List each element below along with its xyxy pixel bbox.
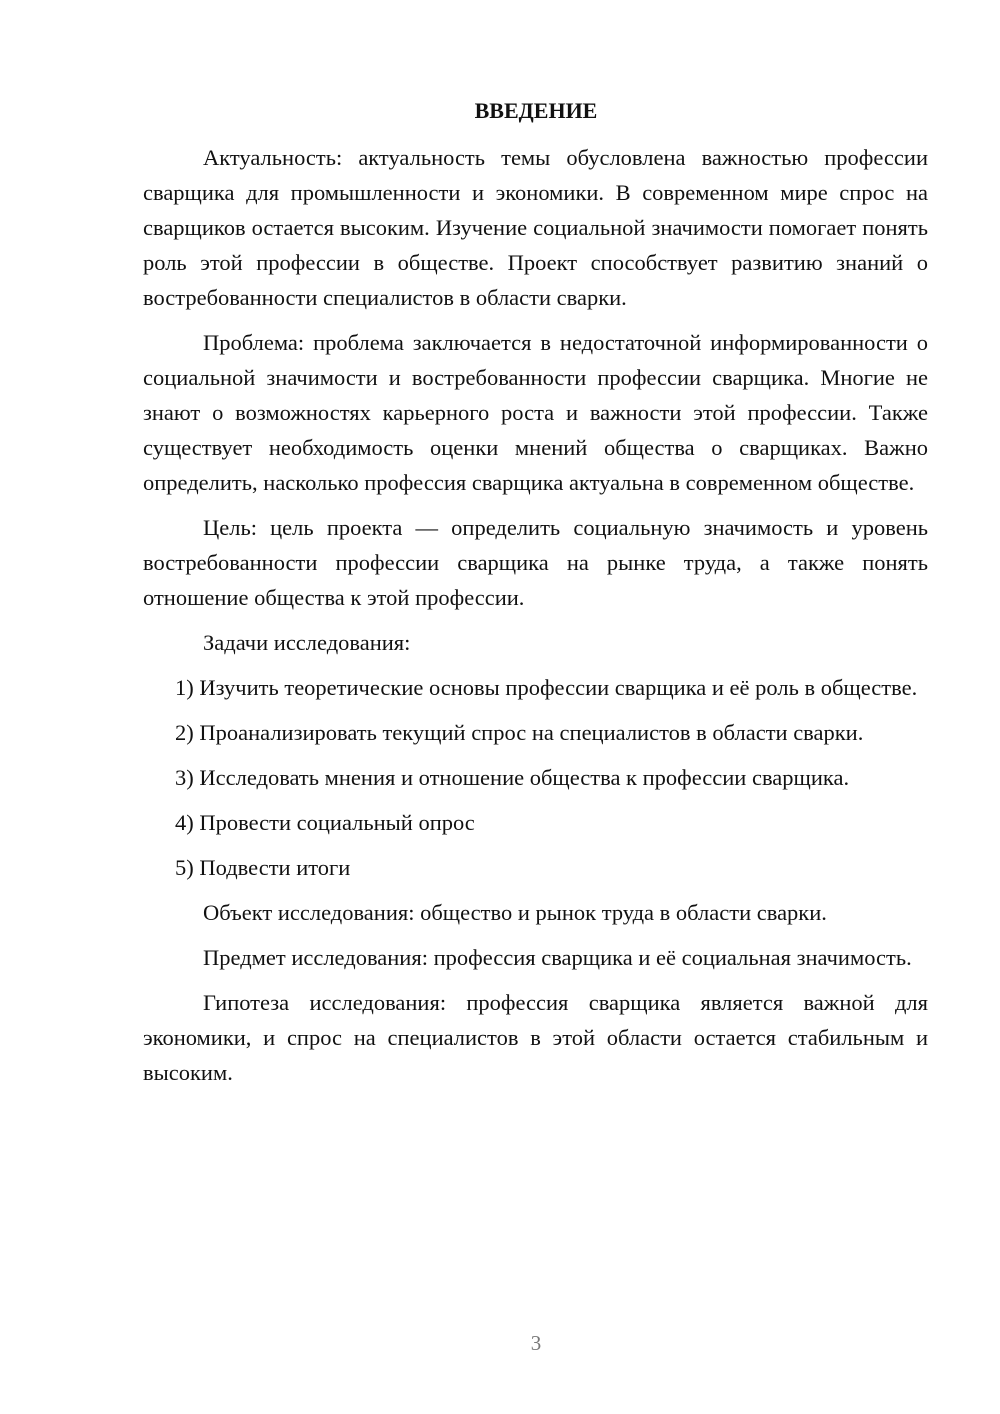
task-item-3: 3) Исследовать мнения и отношение общества к профессии сварщика.: [175, 765, 850, 790]
task-item-2: 2) Проанализировать текущий спрос на специалистов в области сварки.: [175, 720, 864, 745]
paragraph-problem: Проблема: проблема заключается в недостаточной информированности о социальной значимости и востребованности профессии сварщика. Многие не знают о возможностях карьерного роста и важности этой профессии. Также существует необходимость оценки мнений общества о сварщиках. Важно определить, насколько профессия сварщика актуальна в современном обществе.: [143, 330, 928, 495]
tasks-heading: Задачи исследования:: [203, 630, 411, 655]
task-item-1: 1) Изучить теоретические основы профессии сварщика и её роль в обществе.: [175, 675, 918, 700]
paragraph-goal: Цель: цель проекта — определить социальную значимость и уровень востребованности профессии сварщика на рынке труда, а также понять отношение общества к этой профессии.: [143, 515, 928, 610]
task-item-5: 5) Подвести итоги: [175, 855, 351, 880]
research-subject: Предмет исследования: профессия сварщика и её социальная значимость.: [203, 945, 912, 970]
research-object: Объект исследования: общество и рынок труда в области сварки.: [203, 900, 827, 925]
page-number: 3: [530, 1331, 542, 1355]
page-title: ВВЕДЕНИЕ: [474, 98, 598, 123]
paragraph-relevance: Актуальность: актуальность темы обусловлена важностью профессии сварщика для промышленности и экономики. В современном мире спрос на сварщиков остается высоким. Изучение социальной значимости помогает понять роль этой профессии в обществе. Проект способствует развитию знаний о востребованности специалистов в области сварки.: [143, 145, 928, 310]
task-item-4: 4) Провести социальный опрос: [175, 810, 475, 835]
document-page: [143, 96, 928, 1100]
research-hypothesis: Гипотеза исследования: профессия сварщика является важной для экономики, и спрос на специалистов в этой области остается стабильным и высоким.: [143, 990, 928, 1085]
